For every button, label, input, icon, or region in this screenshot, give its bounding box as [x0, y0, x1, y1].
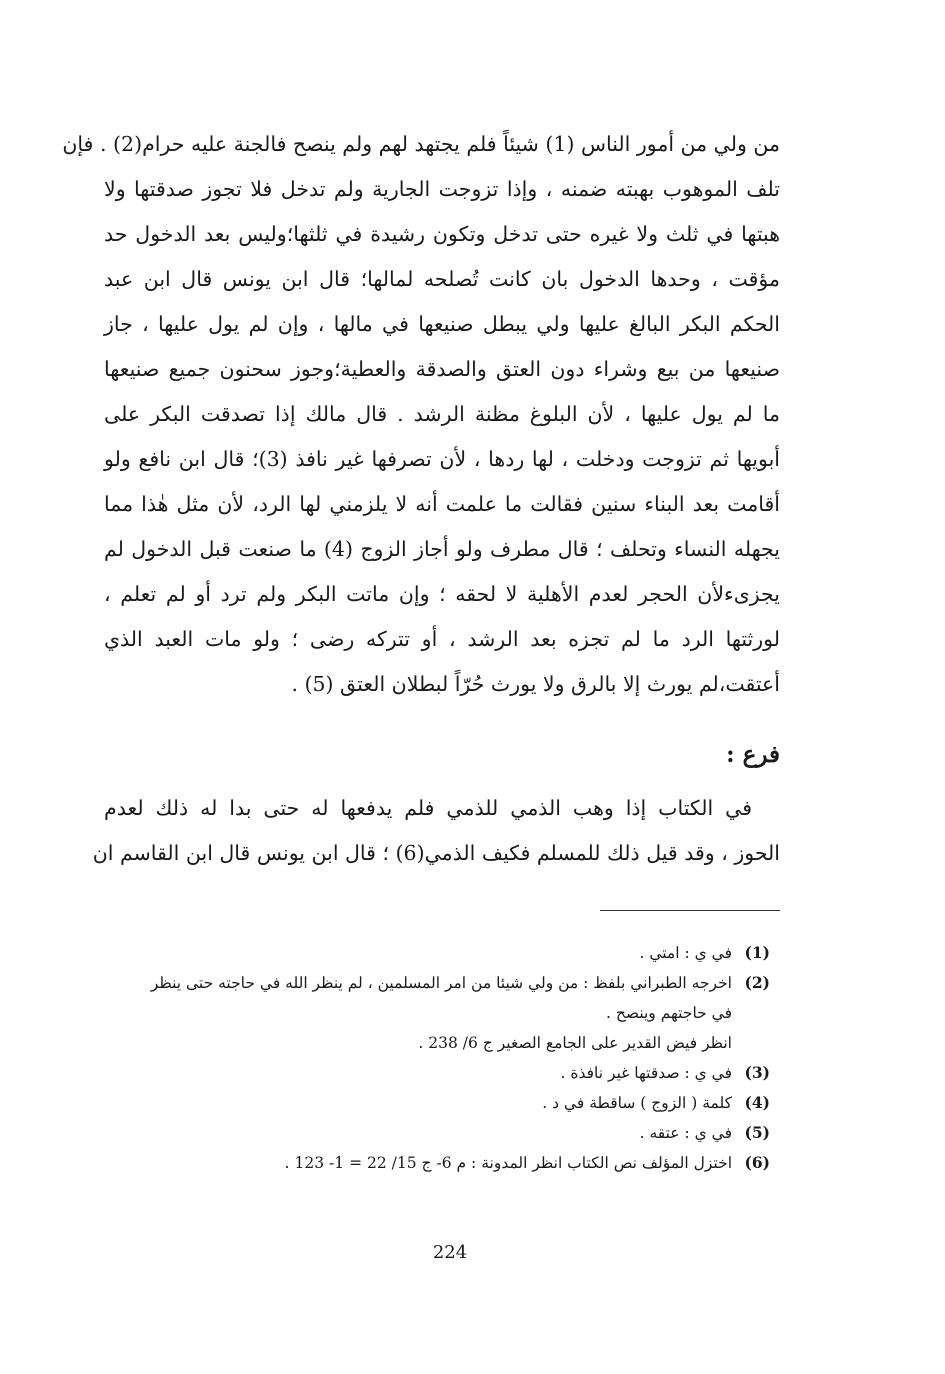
footnote-text: كلمة ( الزوج ) ساقطة في د . [542, 1094, 732, 1112]
footnote-continuation: في حاجتهم وينصح . [606, 1004, 732, 1022]
body-line: الحكم البكر البالغ عليها ولي يبطل صنيعها في مالها ، وإن لم يول عليها ، جاز [104, 312, 780, 336]
body-line: أبويها ثم تزوجت ودخلت ، لها ردها ، لأن تصرفها غير نافذ (3)؛ قال ابن نافع ولو [104, 447, 780, 471]
footnote-number: (4) [744, 1093, 770, 1112]
body-line: هبتها في ثلث ولا غيره حتى تدخل وتكون رشيدة في ثلثها؛وليس بعد الدخول حد [104, 222, 780, 246]
footnote-number: (1) [744, 943, 770, 962]
footnote-divider [600, 910, 780, 911]
footnote-text: اخرجه الطبراني بلفظ : من ولي شيئا من امر المسلمين ، لم ينظر الله في حاجته حتى ينظر [150, 974, 732, 992]
body-line: أقامت بعد البناء سنين فقالت ما علمت أنه لا يلزمني لها الرد، لأن مثل هٰذا مما [104, 492, 780, 516]
body-line: مؤقت ، وحدها الدخول بان كانت تُصلحه لمالها؛ قال ابن يونس قال ابن عبد [104, 267, 780, 291]
main-paragraph [62, 122, 780, 707]
footnote-item [110, 1118, 770, 1148]
footnote-reference: انظر فيض القدير على الجامع الصغير ج 6/ 238 . [418, 1034, 732, 1052]
footnote-text: في ي : عتقه . [639, 1124, 732, 1142]
body-line: صنيعها من بيع وشراء دون العتق والصدقة والعطية؛وجوز سحنون جميع صنيعها [104, 357, 780, 381]
footnote-item [110, 968, 770, 998]
footnote-number: (2) [744, 973, 770, 992]
footnote-text: في ي : صدقتها غير نافذة . [560, 1064, 732, 1082]
body-line: يجهله النساء وتحلف ؛ قال مطرف ولو أجاز الزوج (4) ما صنعت قبل الدخول لم [104, 537, 780, 561]
body-line: لورثتها الرد ما لم تجزه بعد الرشد ، أو تتركه رضى ؛ ولو مات العبد الذي [104, 627, 780, 651]
footnote-number: (3) [744, 1063, 770, 1082]
body-line: الحوز ، وقد قيل ذلك للمسلم فكيف الذمي(6) ؛ قال ابن يونس قال ابن القاسم ان [92, 841, 780, 865]
footnote-item [110, 1058, 770, 1088]
footnote-text: اختزل المؤلف نص الكتاب انظر المدونة : م 6- ج 15/ 22 = 1- 123 . [284, 1154, 732, 1172]
footnote-number: (5) [744, 1123, 770, 1142]
footnote-text: في ي : امتي . [639, 944, 732, 962]
body-line: يجزىءلأن الحجر لعدم الأهلية لا لحقه ؛ وإن ماتت البكر ولم ترد أو لم تعلم ، [104, 582, 780, 606]
body-line: ما لم يول عليها ، لأن البلوغ مظنة الرشد . قال مالك إذا تصدقت البكر على [104, 402, 780, 426]
footnote-item [110, 1088, 770, 1118]
section-heading: فرع : [726, 741, 780, 768]
second-paragraph [92, 786, 780, 876]
body-line: من ولي من أمور الناس (1) شيئاً فلم يجتهد لهم ولم ينصح فالجنة عليه حرام(2) . فإن [62, 132, 780, 156]
page-number: 224 [432, 1242, 468, 1263]
body-line: تلف الموهوب بهبته ضمنه ، وإذا تزوجت الجارية ولم تدخل فلا تجوز صدقتها ولا [104, 177, 780, 201]
footnote-item [110, 1148, 770, 1178]
footnote-number: (6) [744, 1153, 770, 1172]
footnote-item [110, 938, 770, 968]
footnotes [110, 938, 770, 1178]
body-line: أعتقت،لم يورث إلا بالرق ولا يورث حُرّاً لبطلان العتق (5) . [291, 672, 780, 696]
body-line: في الكتاب إذا وهب الذمي للذمي فلم يدفعها له حتى بدا له ذلك لعدم [104, 796, 752, 820]
